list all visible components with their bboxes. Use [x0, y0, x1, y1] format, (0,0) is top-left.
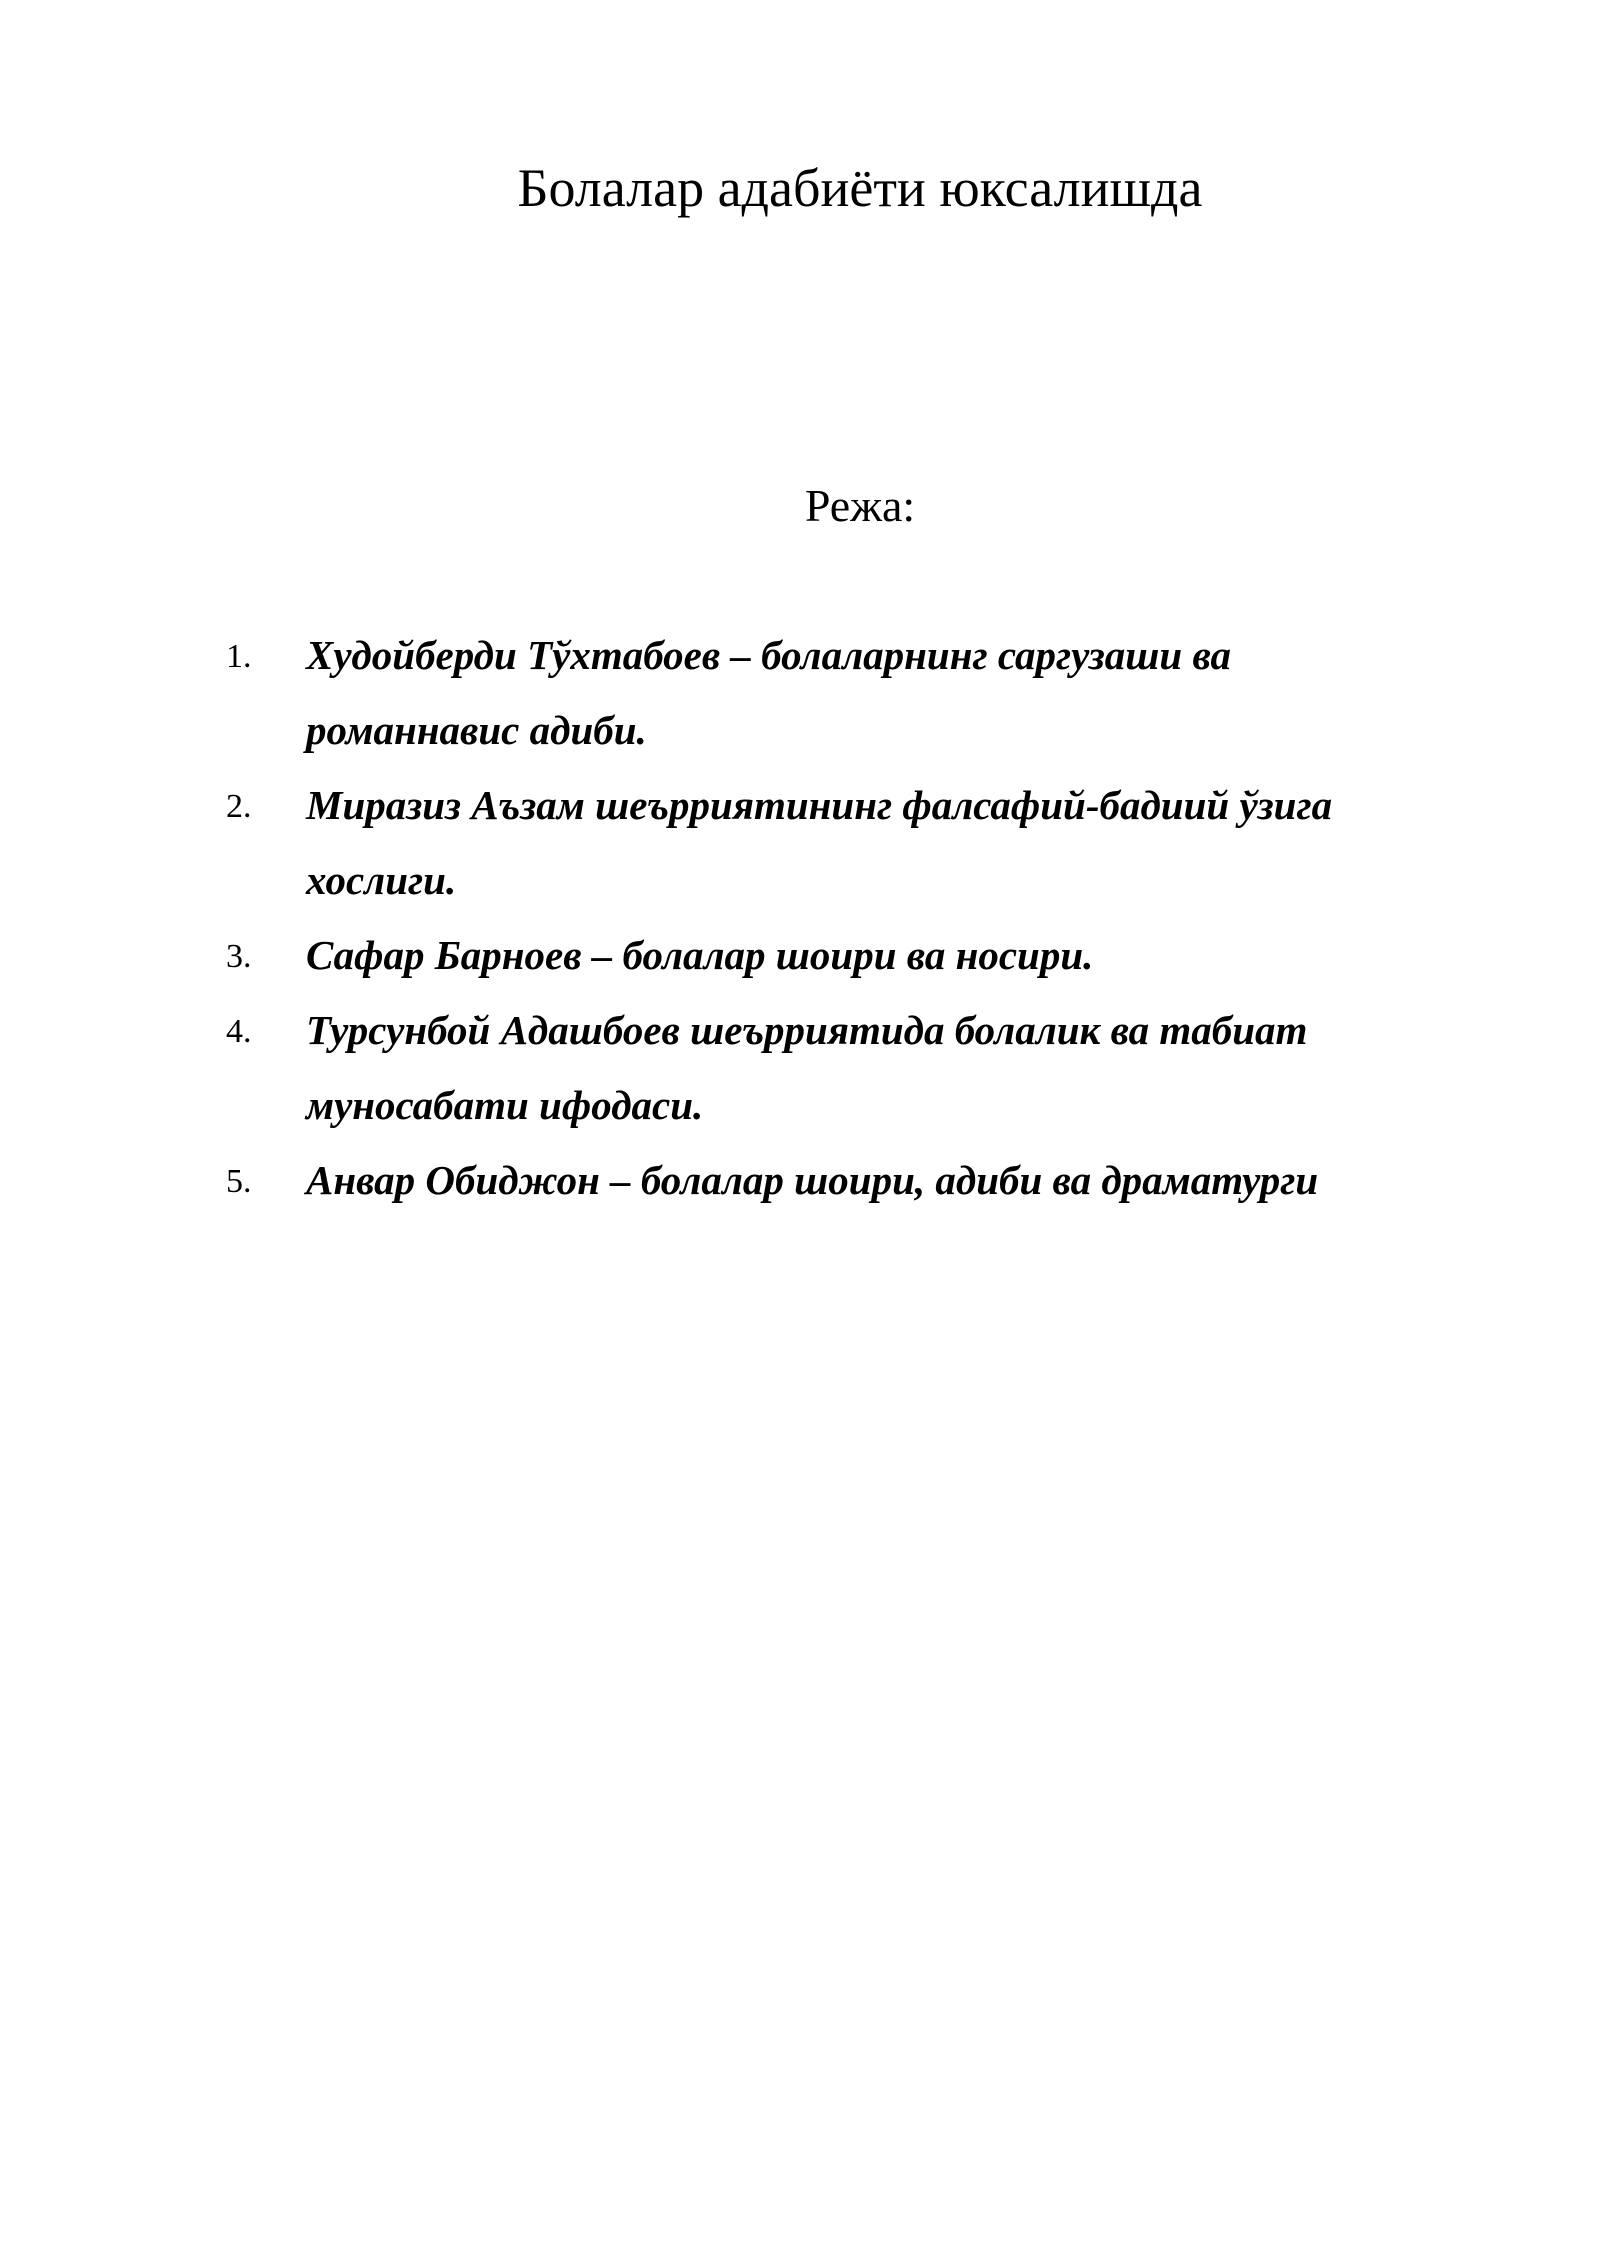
list-item: [226, 993, 1426, 1143]
list-item: [226, 918, 1426, 993]
list-item-number: 3.: [226, 938, 252, 975]
list-item: [226, 618, 1426, 768]
list-item: [226, 768, 1426, 918]
list-item: [226, 1143, 1426, 1218]
list-item-text: Сафар Барноев – болалар шоири ва носири.: [306, 932, 1094, 978]
list-item-text: Турсунбой Адашбоев шеърриятида болалик ва табиат муносабати ифодаси.: [306, 1007, 1308, 1128]
list-item-number: 2.: [226, 788, 252, 825]
list-item-text: Миразиз Аъзам шеърриятининг фалсафий-бадиий ўзига хослиги.: [306, 782, 1333, 903]
plan-list: [226, 618, 1426, 1218]
list-item-text: Худойберди Тўхтабоев – болаларнинг саргузаши ва романнавис адиби.: [306, 632, 1232, 753]
document-title: Болалар адабиёти юксалишда: [517, 158, 1203, 218]
list-item-number: 4.: [226, 1013, 252, 1050]
list-item-number: 5.: [226, 1163, 252, 1200]
list-item-text: Анвар Обиджон – болалар шоири, адиби ва драматурги: [306, 1157, 1319, 1203]
list-item-number: 1.: [226, 638, 252, 675]
plan-heading: Режа:: [804, 480, 916, 531]
